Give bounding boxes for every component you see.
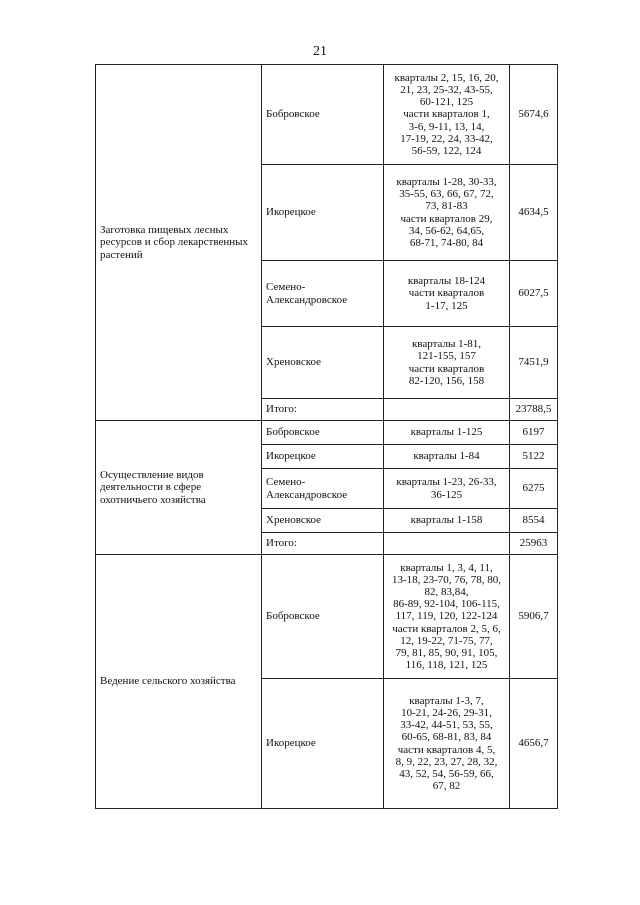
quarters-line: 60-121, 125 <box>419 96 474 109</box>
quarters-cell <box>384 261 510 327</box>
area-cell: 6027,5 <box>510 261 558 327</box>
quarters-cell <box>384 445 510 469</box>
total-value: 25963 <box>510 533 558 555</box>
quarters-cell <box>384 679 510 809</box>
quarters-line: 10-21, 24-26, 29-31, <box>401 706 492 719</box>
forestry-cell: Семено- Александровское <box>262 469 384 509</box>
quarters-line: 12, 19-22, 71-75, 77, <box>400 634 493 647</box>
area-cell: 5906,7 <box>510 555 558 679</box>
area-cell: 7451,9 <box>510 327 558 399</box>
quarters-line: 36-125 <box>430 488 463 501</box>
empty-cell <box>384 533 510 555</box>
forestry-cell: Хреновское <box>262 327 384 399</box>
forestry-cell: Хреновское <box>262 509 384 533</box>
quarters-line: 43, 52, 54, 56-59, 66, <box>399 767 494 780</box>
quarters-line: кварталы 1-28, 30-33, <box>396 175 497 188</box>
quarters-line: кварталы 1, 3, 4, 11, <box>400 561 493 574</box>
quarters-line: 34, 56-62, 64,65, <box>408 224 485 237</box>
quarters-line: кварталы 1-81, <box>411 338 482 351</box>
quarters-line: части кварталов 2, 5, 6, <box>392 622 501 635</box>
quarters-line: кварталы 1-84 <box>413 450 480 463</box>
table-row <box>96 421 558 445</box>
table-row <box>96 65 558 165</box>
quarters-cell <box>384 555 510 679</box>
area-cell: 4656,7 <box>510 679 558 809</box>
quarters-line: 79, 81, 85, 90, 91, 105, <box>395 647 498 659</box>
forestry-cell: Икорецкое <box>262 165 384 261</box>
quarters-cell <box>384 421 510 445</box>
quarters-line: 35-55, 63, 66, 67, 72, <box>399 188 494 201</box>
quarters-line: 1-17, 125 <box>425 299 468 312</box>
total-value: 23788,5 <box>510 399 558 421</box>
quarters-line: части кварталов <box>408 362 485 375</box>
quarters-line: части кварталов <box>408 287 485 300</box>
quarters-line: 82-120, 156, 158 <box>408 374 485 387</box>
area-cell: 6197 <box>510 421 558 445</box>
quarters-line: части кварталов 1, <box>403 108 490 121</box>
activity-cell: Осуществление видов деятельности в сфере охотничьего хозяйства <box>96 421 262 555</box>
quarters-cell <box>384 327 510 399</box>
quarters-line: кварталы 18-124 <box>407 275 486 288</box>
quarters-line: 17-19, 22, 24, 33-42, <box>400 132 493 145</box>
activity-cell: Ведение сельского хозяйства <box>96 555 262 809</box>
quarters-line: 116, 118, 121, 125 <box>405 659 488 672</box>
quarters-line: части кварталов 29, <box>400 212 493 225</box>
area-cell: 5122 <box>510 445 558 469</box>
quarters-line: 68-71, 74-80, 84 <box>409 236 484 249</box>
quarters-line: 73, 81-83 <box>425 200 468 213</box>
area-cell: 6275 <box>510 469 558 509</box>
quarters-line: 21, 23, 25-32, 43-55, <box>400 83 493 96</box>
empty-cell <box>384 399 510 421</box>
total-label: Итого: <box>262 533 384 555</box>
quarters-line: кварталы 1-158 <box>410 514 483 527</box>
quarters-cell <box>384 165 510 261</box>
area-cell: 8554 <box>510 509 558 533</box>
area-cell: 4634,5 <box>510 165 558 261</box>
quarters-line: кварталы 1-23, 26-33, <box>396 476 497 489</box>
quarters-line: 60-65, 68-81, 83, 84 <box>401 731 492 744</box>
quarters-line: 56-59, 122, 124 <box>411 145 482 157</box>
quarters-cell <box>384 65 510 165</box>
forestry-cell: Бобровское <box>262 65 384 165</box>
forestry-cell: Бобровское <box>262 421 384 445</box>
forestry-cell: Семено- Александровское <box>262 261 384 327</box>
forestry-cell: Икорецкое <box>262 679 384 809</box>
quarters-line: части кварталов 4, 5, <box>397 743 496 756</box>
area-cell: 5674,6 <box>510 65 558 165</box>
page-number: 21 <box>313 44 327 59</box>
forest-use-table <box>95 64 558 809</box>
total-label: Итого: <box>262 399 384 421</box>
quarters-line: 8, 9, 22, 23, 27, 28, 32, <box>395 755 498 768</box>
table-row <box>96 555 558 679</box>
quarters-line: 86-89, 92-104, 106-115, <box>393 598 500 611</box>
quarters-line: 13-18, 23-70, 76, 78, 80, <box>391 573 502 586</box>
forestry-cell: Бобровское <box>262 555 384 679</box>
quarters-cell <box>384 509 510 533</box>
quarters-line: 67, 82 <box>432 780 461 793</box>
forestry-cell: Икорецкое <box>262 445 384 469</box>
quarters-line: кварталы 1-3, 7, <box>409 694 484 707</box>
quarters-line: 121-155, 157 <box>417 350 476 363</box>
quarters-line: кварталы 1-125 <box>410 426 483 439</box>
quarters-line: 3-6, 9-11, 13, 14, <box>408 120 485 133</box>
quarters-cell <box>384 469 510 509</box>
quarters-line: 82, 83,84, <box>424 585 469 598</box>
quarters-line: кварталы 2, 15, 16, 20, <box>394 71 499 84</box>
activity-cell: Заготовка пищевых лесных ресурсов и сбор лекарственных растений <box>96 65 262 421</box>
quarters-line: 33-42, 44-51, 53, 55, <box>400 719 493 732</box>
quarters-line: 117, 119, 120, 122-124 <box>395 610 498 623</box>
